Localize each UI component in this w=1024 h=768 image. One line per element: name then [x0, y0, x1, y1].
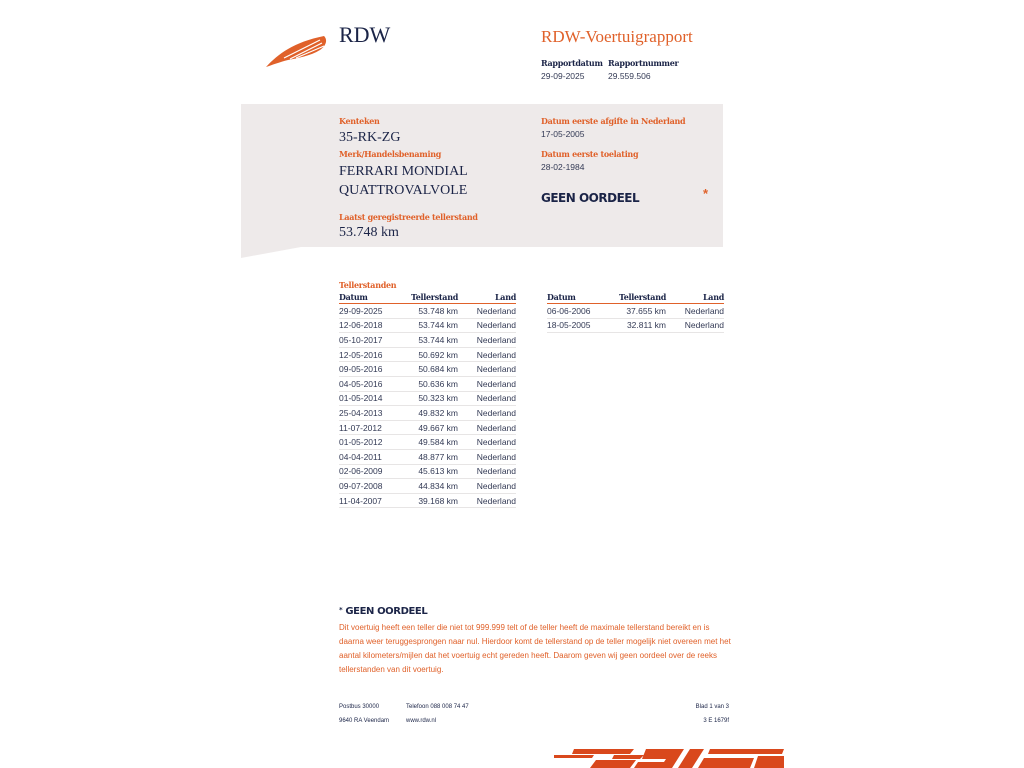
table-row: [547, 304, 724, 319]
report-date: 29-09-2025: [541, 71, 585, 81]
table-row: [339, 406, 516, 421]
col-reading: Tellerstand: [619, 292, 667, 302]
table-row: [339, 362, 516, 377]
verdict: GEEN OORDEEL: [541, 191, 640, 205]
reading-date: 11-07-2012: [339, 420, 411, 435]
rdw-stripes-icon: [554, 746, 784, 768]
reading-value: 50.323 km: [411, 391, 458, 406]
footer-address1: Postbus 30000: [339, 704, 380, 710]
reading-value: 48.877 km: [411, 449, 458, 464]
report-number: 29.559.506: [608, 71, 651, 81]
table-row: [339, 318, 516, 333]
table-row: [339, 479, 516, 494]
first-nl-value: 17-05-2005: [541, 129, 585, 139]
readings-table-right: [547, 292, 724, 333]
reading-country: Nederland: [458, 376, 516, 391]
reading-country: Nederland: [666, 318, 724, 333]
reading-date: 18-05-2005: [547, 318, 619, 333]
reading-value: 49.832 km: [411, 406, 458, 421]
footer-phone: Telefoon 088 008 74 47: [406, 704, 469, 710]
rdw-feather-icon: [264, 34, 330, 68]
col-date: Datum: [547, 292, 619, 304]
reading-country: Nederland: [666, 304, 724, 319]
reading-value: 53.748 km: [411, 304, 458, 319]
note-text: Dit voertuig heeft een teller die niet tot 999.999 telt of de teller heeft de maximale tellerstand bereikt en is daarna weer teruggesprongen naar nul. Hierdoor komt de tellerstand op de teller mogelijk niet overeen met het aantal kilometers/mijlen dat het voertuig echt gereden heeft. Daarom geven wij geen oordeel over de reeks tellerstanden van dit voertuig.: [339, 623, 731, 674]
first-admission-label: Datum eerste toelating: [541, 149, 639, 159]
table-row: [339, 376, 516, 391]
reading-value: 50.692 km: [411, 347, 458, 362]
reading-country: Nederland: [458, 391, 516, 406]
reading-date: 04-04-2011: [339, 449, 411, 464]
table-row: [339, 493, 516, 508]
table-row: [339, 464, 516, 479]
col-country: Land: [666, 292, 724, 304]
reading-country: Nederland: [458, 449, 516, 464]
reading-value: 45.613 km: [411, 464, 458, 479]
reading-country: Nederland: [458, 435, 516, 450]
col-reading: Tellerstand: [411, 292, 459, 302]
odometer-label: Laatst geregistreerde tellerstand: [339, 212, 478, 222]
reading-date: 09-05-2016: [339, 362, 411, 377]
footer-code: 3 E 1679f: [703, 718, 729, 724]
panel-notch: [241, 247, 301, 258]
first-nl-label: Datum eerste afgifte in Nederland: [541, 116, 686, 126]
note-title-text: GEEN OORDEEL: [345, 606, 428, 617]
table-row: [339, 435, 516, 450]
reading-country: Nederland: [458, 333, 516, 348]
readings-table-left: [339, 292, 516, 508]
reading-country: Nederland: [458, 479, 516, 494]
reading-date: 02-06-2009: [339, 464, 411, 479]
note-title: [339, 606, 427, 617]
footer-web: www.rdw.nl: [406, 718, 437, 724]
reading-date: 11-04-2007: [339, 493, 411, 508]
reading-date: 01-05-2012: [339, 435, 411, 450]
reading-country: Nederland: [458, 493, 516, 508]
reading-country: Nederland: [458, 464, 516, 479]
reading-value: 49.584 km: [411, 435, 458, 450]
report-title: RDW-Voertuigrapport: [541, 27, 693, 46]
verdict-mark: *: [703, 186, 709, 201]
reading-country: Nederland: [458, 304, 516, 319]
table-row: [339, 420, 516, 435]
make-label: Merk/Handelsbenaming: [339, 149, 442, 159]
reading-value: 32.811 km: [619, 318, 666, 333]
reading-date: 09-07-2008: [339, 479, 411, 494]
plate-label: Kenteken: [339, 116, 380, 126]
reading-value: 44.834 km: [411, 479, 458, 494]
reading-date: 29-09-2025: [339, 304, 411, 319]
reading-country: Nederland: [458, 318, 516, 333]
footer-page: Blad 1 van 3: [695, 704, 729, 710]
reading-value: 50.684 km: [411, 362, 458, 377]
table-row: [339, 333, 516, 348]
make-line1: FERRARI MONDIAL: [339, 164, 468, 179]
report-number-label: Rapportnummer: [608, 58, 679, 68]
note-title-mark: *: [339, 606, 343, 614]
first-admission-value: 28-02-1984: [541, 162, 585, 172]
reading-date: 05-10-2017: [339, 333, 411, 348]
reading-date: 06-06-2006: [547, 304, 619, 319]
reading-date: 01-05-2014: [339, 391, 411, 406]
footer-address2: 9640 RA Veendam: [339, 718, 390, 724]
reading-date: 04-05-2016: [339, 376, 411, 391]
reading-date: 25-04-2013: [339, 406, 411, 421]
table-row: [547, 318, 724, 333]
reading-value: 50.636 km: [411, 376, 458, 391]
reading-date: 12-05-2016: [339, 347, 411, 362]
col-date: Datum: [339, 292, 411, 304]
reading-country: Nederland: [458, 420, 516, 435]
reading-country: Nederland: [458, 406, 516, 421]
table-row: [339, 391, 516, 406]
odometer-value: 53.748 km: [339, 225, 399, 240]
reading-value: 37.655 km: [619, 304, 666, 319]
reading-value: 53.744 km: [411, 318, 458, 333]
table-row: [339, 347, 516, 362]
reading-value: 39.168 km: [411, 493, 458, 508]
reading-country: Nederland: [458, 347, 516, 362]
report-date-label: Rapportdatum: [541, 58, 603, 68]
readings-title: Tellerstanden: [339, 280, 397, 290]
table-row: [339, 449, 516, 464]
col-country: Land: [458, 292, 516, 304]
reading-value: 53.744 km: [411, 333, 458, 348]
make-line2: QUATTROVALVOLE: [339, 183, 468, 198]
reading-value: 49.667 km: [411, 420, 458, 435]
reading-date: 12-06-2018: [339, 318, 411, 333]
reading-country: Nederland: [458, 362, 516, 377]
logo-text: RDW: [339, 22, 391, 47]
plate-value: 35-RK-ZG: [339, 130, 401, 145]
table-row: [339, 304, 516, 319]
